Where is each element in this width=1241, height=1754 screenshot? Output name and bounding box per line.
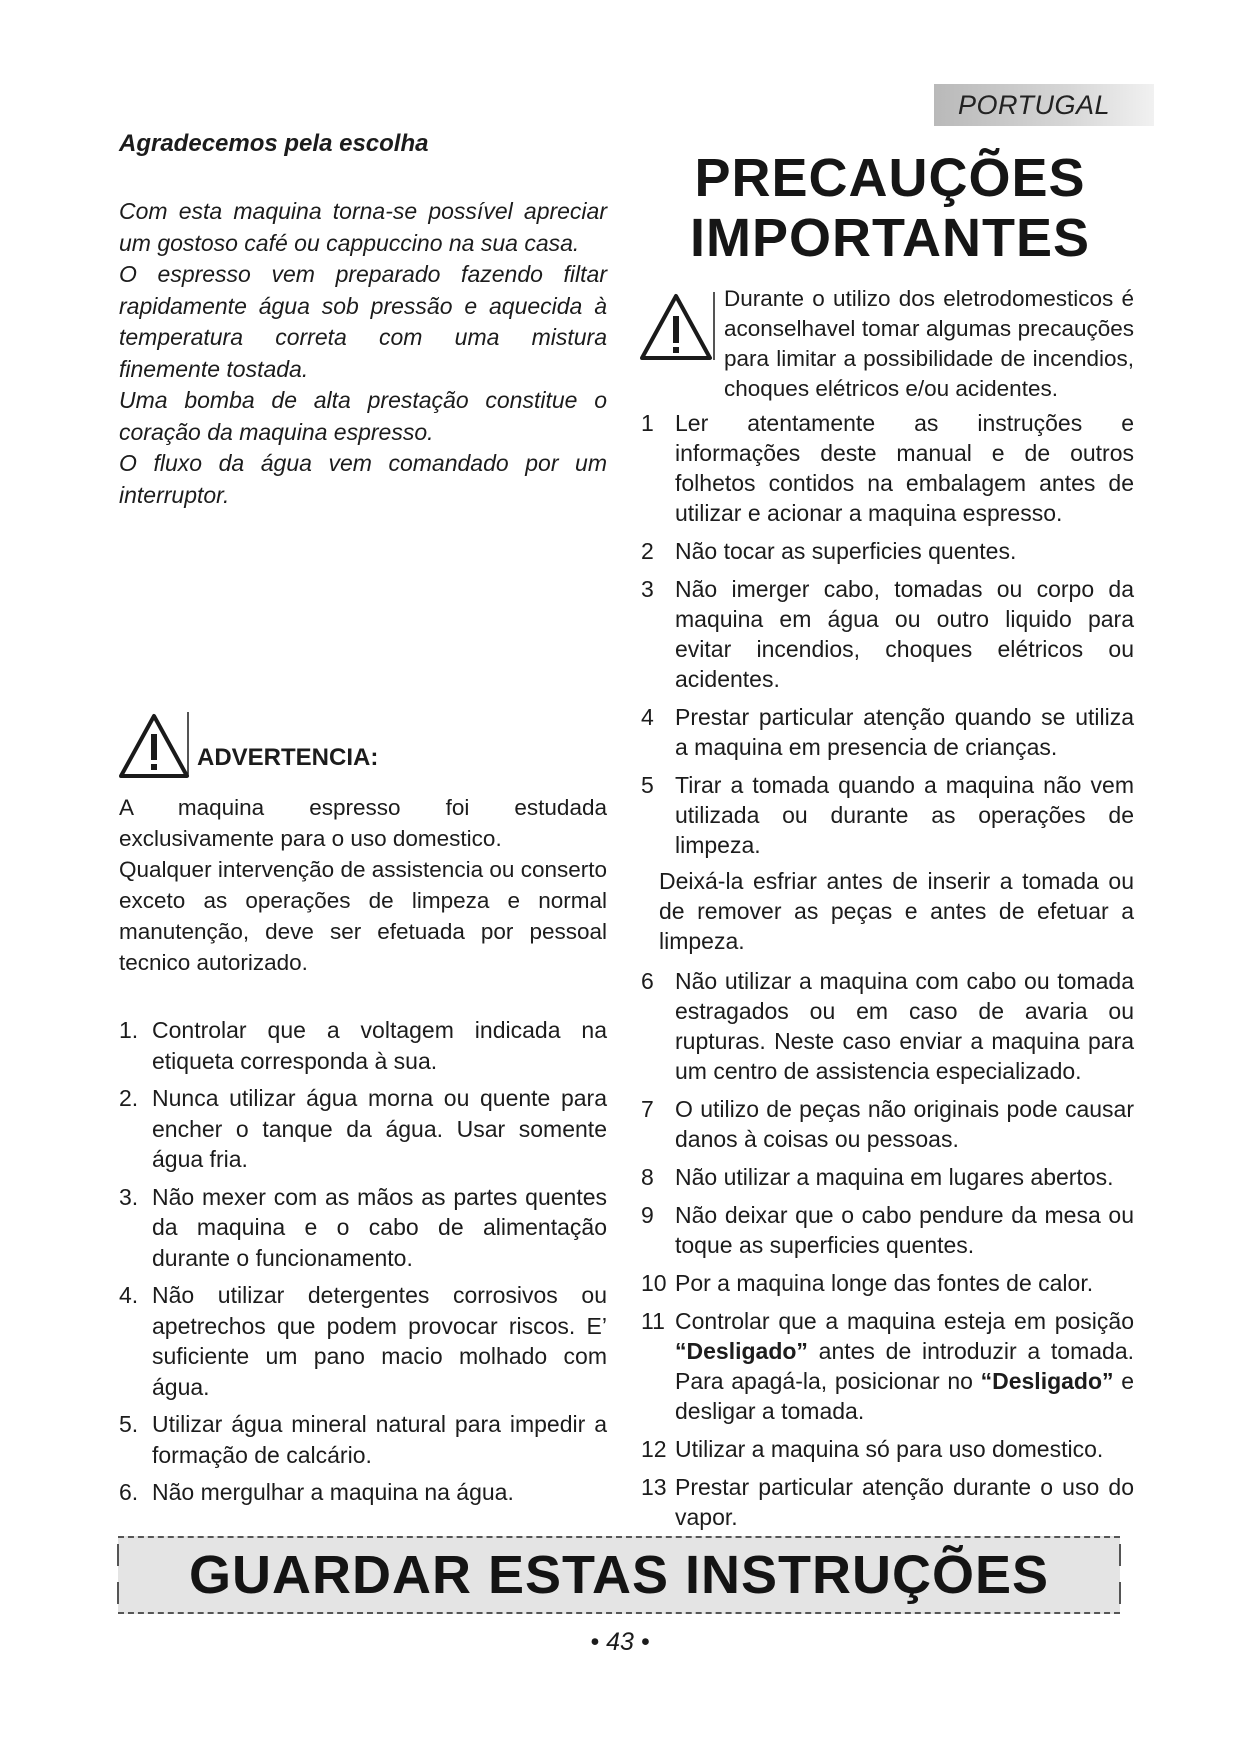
list-item-text: Utilizar a maquina só para uso domestico. (675, 1436, 1104, 1462)
precautions-list (641, 408, 1134, 1540)
list-item-text: Não imerger cabo, tomadas ou corpo da maquina em água ou outro liquido para evitar incendios, choques elétricos ou acidentes. (675, 576, 1134, 692)
list-item-text: Ler atentamente as instruções e informações deste manual e de outros folhetos contidos na embalagem antes de utilizar e acionar a maquina espresso. (675, 410, 1134, 526)
list-item (641, 770, 1134, 860)
list-item-number: 6. (119, 1479, 139, 1505)
list-item-number: 13 (641, 1474, 667, 1500)
list-item-number: 6 (641, 968, 654, 994)
warning-triangle-icon (117, 712, 191, 780)
list-item-number: 2 (641, 538, 654, 564)
list-item (119, 1280, 607, 1402)
precautions-intro: Durante o utilizo dos eletrodomesticos é aconselhavel tomar algumas precauções para limitar a possibilidade de incendios, choques elétricos e/ou acidentes. (724, 286, 1134, 401)
intro-paragraph: Com esta maquina torna-se possível apreciar um gostoso café ou cappuccino na sua casa. (119, 198, 607, 256)
list-item (119, 1015, 607, 1076)
list-item (641, 1268, 1134, 1298)
list-item (119, 1477, 607, 1508)
list-item-number: 3 (641, 576, 654, 602)
list-item-text: Tirar a tomada quando a maquina não vem utilizada ou durante as operações de limpeza. (675, 772, 1134, 858)
list-item-number: 12 (641, 1436, 667, 1462)
page-title-line: IMPORTANTES (690, 208, 1090, 268)
intro-paragraph: Uma bomba de alta prestação constitue o coração da maquina espresso. (119, 387, 607, 445)
warning-triangle-icon (640, 292, 716, 364)
list-item-text: Não utilizar a maquina com cabo ou tomada estragados ou em caso de avaria ou rupturas. Neste caso enviar a maquina para um centro de assistencia especializado. (675, 968, 1134, 1084)
list-item-emphasis: “Desligado” (675, 1338, 808, 1364)
warning-paragraph: Qualquer intervenção de assistencia ou conserto exceto as operações de limpeza e normal manutenção, deve ser efetuada por pessoal tecnico autorizado. (119, 857, 607, 975)
intro-text (119, 196, 607, 511)
save-instructions-banner (118, 1536, 1120, 1614)
list-item-text: Nunca utilizar água morna ou quente para encher o tanque da água. Usar somente água fria. (152, 1085, 607, 1172)
list-item (641, 1434, 1134, 1464)
list-item-number: 3. (119, 1183, 139, 1210)
list-item-number: 11 (641, 1308, 665, 1334)
list-item-number: 10 (641, 1270, 667, 1296)
list-item (641, 1162, 1134, 1192)
list-item-text: Prestar particular atenção quando se utiliza a maquina em presencia de crianças. (675, 704, 1134, 760)
list-item (119, 1409, 607, 1470)
list-item-number: 5. (119, 1411, 139, 1437)
list-item-continuation: Deixá-la esfriar antes de inserir a tomada ou de remover as peças e antes de efetuar a limpeza. (659, 868, 1134, 954)
list-item (641, 1472, 1134, 1532)
intro-paragraph: O fluxo da água vem comandado por um interruptor. (119, 450, 607, 508)
page-title-line: PRECAUÇÕES (694, 148, 1086, 208)
list-item (119, 1083, 607, 1175)
list-item-text: Prestar particular atenção durante o uso do vapor. (675, 1474, 1134, 1530)
list-item-number: 9 (641, 1202, 654, 1228)
list-item-text: Não mexer com as mãos as partes quentes da maquina e o cabo de alimentação durante o funcionamento. (152, 1183, 607, 1271)
list-item-text: Controlar que a maquina esteja em posição (675, 1308, 1134, 1334)
list-item-number: 4. (119, 1282, 139, 1308)
list-item-text: Não mergulhar a maquina na água. (152, 1479, 514, 1505)
page-title (620, 148, 1160, 268)
list-item (641, 1094, 1134, 1154)
list-item-text: antes de introduzir a tomada. Para apagá-la, posicionar no (675, 1338, 1134, 1394)
list-item-emphasis: “Desligado” (980, 1368, 1114, 1394)
warning-text (119, 792, 607, 978)
warning-heading (117, 712, 607, 782)
list-item-text: e desligar a tomada. (675, 1368, 1134, 1424)
list-item (119, 1182, 607, 1274)
thanks-title: Agradecemos pela escolha (119, 130, 429, 157)
list-item-text: Não tocar as superficies quentes. (675, 538, 1017, 564)
list-item-text: Por a maquina longe das fontes de calor. (675, 1270, 1094, 1296)
list-item (641, 536, 1134, 566)
country-tab: PORTUGAL (934, 84, 1154, 126)
list-item-number: 7 (641, 1096, 654, 1122)
list-item-number: 1. (119, 1017, 139, 1043)
list-item (641, 966, 1134, 1086)
list-item-number: 1 (641, 410, 654, 436)
list-item (641, 408, 1134, 528)
list-item (641, 574, 1134, 694)
list-item-number: 2. (119, 1085, 139, 1111)
warning-paragraph: A maquina espresso foi estudada exclusivamente para o uso domestico. (119, 795, 607, 851)
list-item-text: O utilizo de peças não originais pode causar danos à coisas ou pessoas. (675, 1096, 1134, 1152)
list-item-number: 4 (641, 704, 654, 730)
list-item-text: Controlar que a voltagem indicada na etiqueta corresponda à sua. (152, 1017, 607, 1074)
warning-title: ADVERTENCIA: (197, 744, 379, 771)
list-item-text: Não utilizar a maquina em lugares abertos. (675, 1164, 1114, 1190)
list-item-number: 8 (641, 1164, 654, 1190)
list-item-text: Não deixar que o cabo pendure da mesa ou toque as superficies quentes. (675, 1202, 1134, 1258)
list-item-number: 5 (641, 772, 654, 798)
intro-paragraph: O espresso vem preparado fazendo filtar rapidamente água sob pressão e aquecida à temperatura correta com uma mistura finemente tostada. (119, 261, 607, 382)
list-item (641, 1200, 1134, 1260)
banner-text: GUARDAR ESTAS INSTRUÇÕES (188, 1545, 1050, 1605)
page-number: • 43 • (590, 1628, 650, 1656)
warning-list (119, 1015, 607, 1515)
list-item (641, 1306, 1134, 1426)
list-item-text: Utilizar água mineral natural para impedir a formação de calcário. (152, 1411, 607, 1468)
list-item-text: Não utilizar detergentes corrosivos ou apetrechos que podem provocar riscos. E’ suficiente um pano macio molhado com água. (152, 1282, 607, 1400)
list-item (641, 702, 1134, 762)
